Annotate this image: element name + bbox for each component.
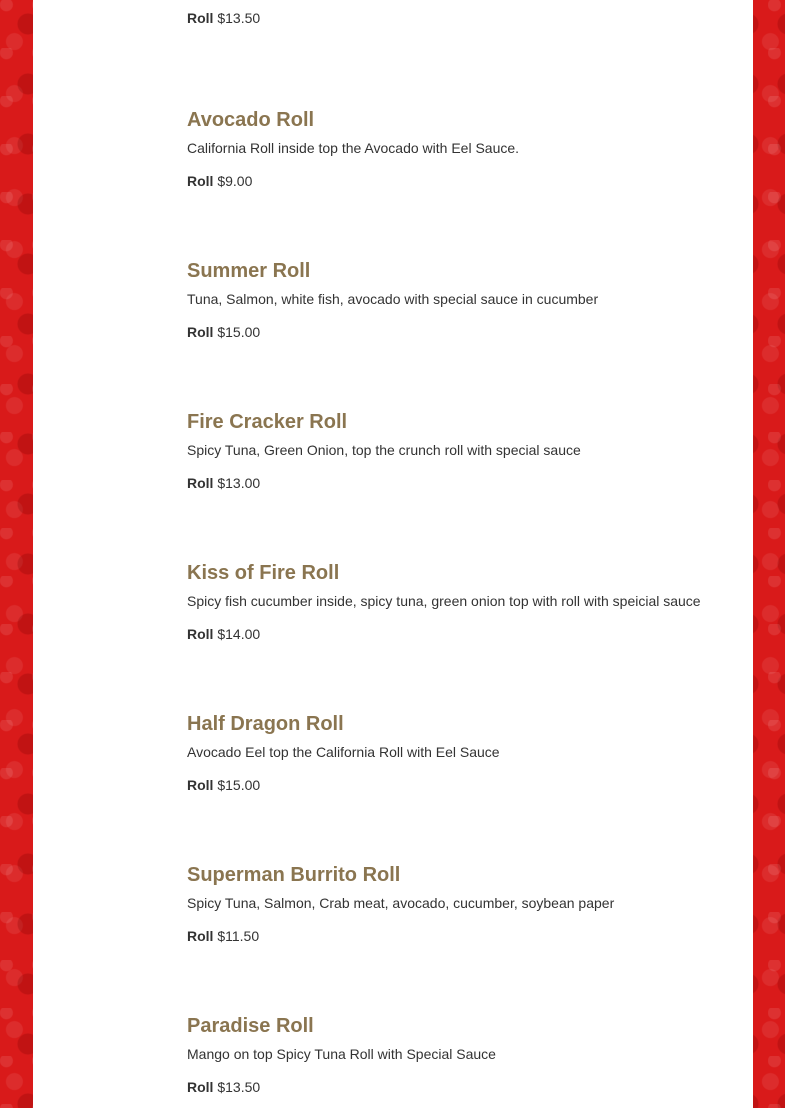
item-price — [187, 172, 252, 190]
price-value: $9.00 — [217, 173, 253, 189]
price-label: Roll — [187, 777, 214, 793]
menu-item-half-dragon-roll — [187, 712, 727, 793]
price-value: $14.00 — [217, 626, 261, 642]
menu-panel — [33, 0, 753, 1108]
price-label: Roll — [187, 10, 214, 26]
item-description: California Roll inside top the Avocado with Eel Sauce. — [187, 140, 520, 156]
price-label: Roll — [187, 626, 214, 642]
item-description: Mango on top Spicy Tuna Roll with Special Sauce — [187, 1046, 496, 1062]
item-price — [187, 474, 260, 492]
menu-item-summer-roll — [187, 259, 727, 340]
item-name: Half Dragon Roll — [187, 713, 344, 735]
price-value: $13.00 — [217, 475, 261, 491]
item-description: Avocado Eel top the California Roll with Eel Sauce — [187, 744, 500, 760]
item-description: Tuna, Salmon, white fish, avocado with special sauce in cucumber — [187, 291, 599, 307]
menu-item-avocado-roll — [187, 108, 727, 189]
menu-item-superman-burrito-roll — [187, 863, 727, 944]
menu-item-kiss-of-fire-roll — [187, 561, 727, 642]
item-name: Avocado Roll — [187, 109, 315, 131]
menu-item-fire-cracker-roll — [187, 410, 727, 491]
item-description: Spicy Tuna, Green Onion, top the crunch roll with special sauce — [187, 442, 581, 458]
item-name: Superman Burrito Roll — [187, 864, 401, 886]
item-price — [187, 776, 260, 794]
item-name: Paradise Roll — [187, 1015, 314, 1037]
price-label: Roll — [187, 928, 214, 944]
item-name: Summer Roll — [187, 260, 311, 282]
item-price — [187, 1078, 260, 1096]
partial-menu-item-price — [187, 9, 260, 27]
price-value: $11.50 — [217, 928, 260, 944]
item-price — [187, 625, 260, 643]
price-value: $13.50 — [217, 10, 261, 26]
price-value: $13.50 — [217, 1079, 261, 1095]
item-name: Kiss of Fire Roll — [187, 562, 340, 584]
price-label: Roll — [187, 324, 214, 340]
price-label: Roll — [187, 173, 214, 189]
price-label: Roll — [187, 475, 214, 491]
menu-item-paradise-roll — [187, 1014, 727, 1095]
item-name: Fire Cracker Roll — [187, 411, 348, 433]
item-price — [187, 323, 260, 341]
item-description: Spicy Tuna, Salmon, Crab meat, avocado, cucumber, soybean paper — [187, 895, 615, 911]
price-value: $15.00 — [217, 777, 261, 793]
price-label: Roll — [187, 1079, 214, 1095]
item-price — [187, 927, 259, 945]
item-description: Spicy fish cucumber inside, spicy tuna, green onion top with roll with speicial sauce — [187, 593, 701, 609]
price-value: $15.00 — [217, 324, 261, 340]
